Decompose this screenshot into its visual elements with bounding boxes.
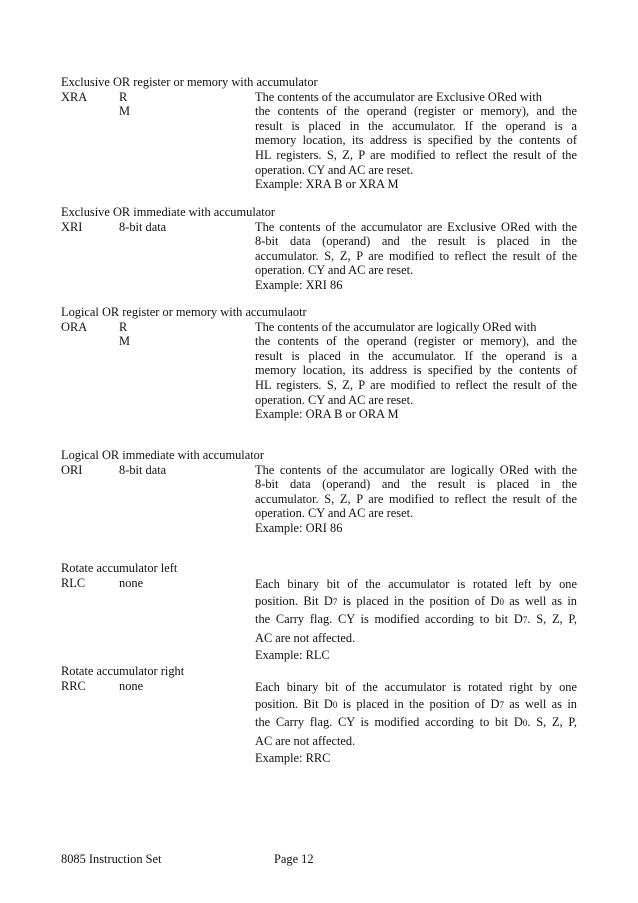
operand: 8-bit data — [119, 462, 167, 477]
example-line: Example: RLC — [255, 648, 330, 663]
description-line: HL registers. S, Z, P are modified to reflect the result of the — [255, 147, 577, 162]
instruction-row — [61, 576, 577, 665]
operand-list — [119, 463, 166, 478]
operand: M — [119, 104, 131, 119]
description-line: position. Bit D0 is placed in the position of D7 as well as in — [255, 697, 577, 711]
operand-list — [119, 320, 130, 349]
description-line: HL registers. S, Z, P are modified to reflect the result of the — [255, 377, 577, 392]
footer-page-number: Page 12 — [274, 852, 314, 866]
description-line: memory location, its address is specified by the contents of — [255, 363, 577, 378]
description-line: operation. CY and AC are reset. — [255, 392, 414, 407]
example-line: Example: XRA B or XRA M — [255, 177, 399, 192]
description-line: accumulator. S, Z, P are modified to reflect the result of the — [255, 491, 577, 506]
description-line: The contents of the accumulator are Exclusive ORed with the — [255, 219, 577, 234]
section-title: Rotate accumulator left — [61, 561, 178, 575]
example-line: Example: ORA B or ORA M — [255, 407, 399, 422]
section-title: Logical OR immediate with accumulator — [61, 448, 265, 462]
instruction-row — [61, 463, 577, 536]
mnemonic: XRI — [61, 219, 83, 234]
instruction-row — [61, 679, 577, 768]
description-line: The contents of the accumulator are logically ORed with the — [255, 462, 577, 477]
description-line: operation. CY and AC are reset. — [255, 162, 414, 177]
example-line: Example: XRI 86 — [255, 277, 343, 292]
description — [255, 463, 577, 536]
instruction-section-ori — [61, 448, 577, 536]
instruction-row — [61, 320, 577, 422]
description-line: memory location, its address is specified by the contents of — [255, 133, 577, 148]
operand: none — [119, 575, 144, 590]
description-line: 8-bit data (operand) and the result is placed in the — [255, 477, 577, 492]
instruction-section-xri — [61, 205, 577, 293]
instruction-section-xra — [61, 75, 577, 192]
instruction-section-ora — [61, 305, 577, 422]
description-line: AC are not affected. — [255, 630, 356, 645]
operand-list — [119, 679, 143, 694]
description-line: The contents of the accumulator are logically ORed with — [255, 319, 537, 334]
description-line: result is placed in the accumulator. If the operand is a — [255, 348, 577, 363]
description-line: 8-bit data (operand) and the result is placed in the — [255, 234, 577, 249]
mnemonic: RRC — [61, 678, 86, 693]
description — [255, 320, 577, 422]
description-line: the contents of the operand (register or memory), and the — [255, 104, 577, 119]
operand: R — [119, 89, 128, 104]
footer-doc-title: 8085 Instruction Set — [61, 852, 162, 866]
mnemonic: RLC — [61, 575, 86, 590]
section-title: Logical OR register or memory with accumulaotr — [61, 305, 307, 319]
description-line: operation. CY and AC are reset. — [255, 506, 414, 521]
description-line: the Carry flag. CY is modified according to bit D0. S, Z, P, — [255, 715, 577, 730]
instruction-row — [61, 220, 577, 293]
description — [255, 679, 577, 768]
description-line: result is placed in the accumulator. If the operand is a — [255, 118, 577, 133]
section-title: Rotate accumulator right — [61, 664, 185, 678]
mnemonic: ORA — [61, 319, 88, 334]
operand: R — [119, 319, 128, 334]
instruction-row — [61, 90, 577, 192]
description — [255, 220, 577, 293]
description-line: Each binary bit of the accumulator is rotated left by one — [255, 576, 577, 591]
description-line: position. Bit D7 is placed in the position of D0 as well as in — [255, 594, 577, 608]
operand: none — [119, 678, 144, 693]
description-line: operation. CY and AC are reset. — [255, 263, 414, 278]
section-title: Exclusive OR immediate with accumulator — [61, 205, 276, 219]
description — [255, 576, 577, 665]
instruction-section-rlc — [61, 561, 577, 665]
operand-list — [119, 220, 166, 235]
mnemonic: XRA — [61, 89, 88, 104]
description — [255, 90, 577, 192]
operand-list — [119, 90, 130, 119]
operand-list — [119, 576, 143, 591]
section-title: Exclusive OR register or memory with accumulator — [61, 75, 318, 89]
description-line: the Carry flag. CY is modified according to bit D7. S, Z, P, — [255, 612, 577, 627]
description-line: The contents of the accumulator are Exclusive ORed with — [255, 89, 542, 104]
description-line: accumulator. S, Z, P are modified to reflect the result of the — [255, 248, 577, 263]
example-line: Example: RRC — [255, 751, 331, 766]
operand: 8-bit data — [119, 219, 167, 234]
instruction-section-rrc — [61, 664, 577, 768]
mnemonic: ORI — [61, 462, 83, 477]
operand: M — [119, 334, 131, 349]
example-line: Example: ORI 86 — [255, 520, 343, 535]
description-line: Each binary bit of the accumulator is rotated right by one — [255, 679, 577, 694]
description-line: AC are not affected. — [255, 733, 356, 748]
description-line: the contents of the operand (register or memory), and the — [255, 334, 577, 349]
